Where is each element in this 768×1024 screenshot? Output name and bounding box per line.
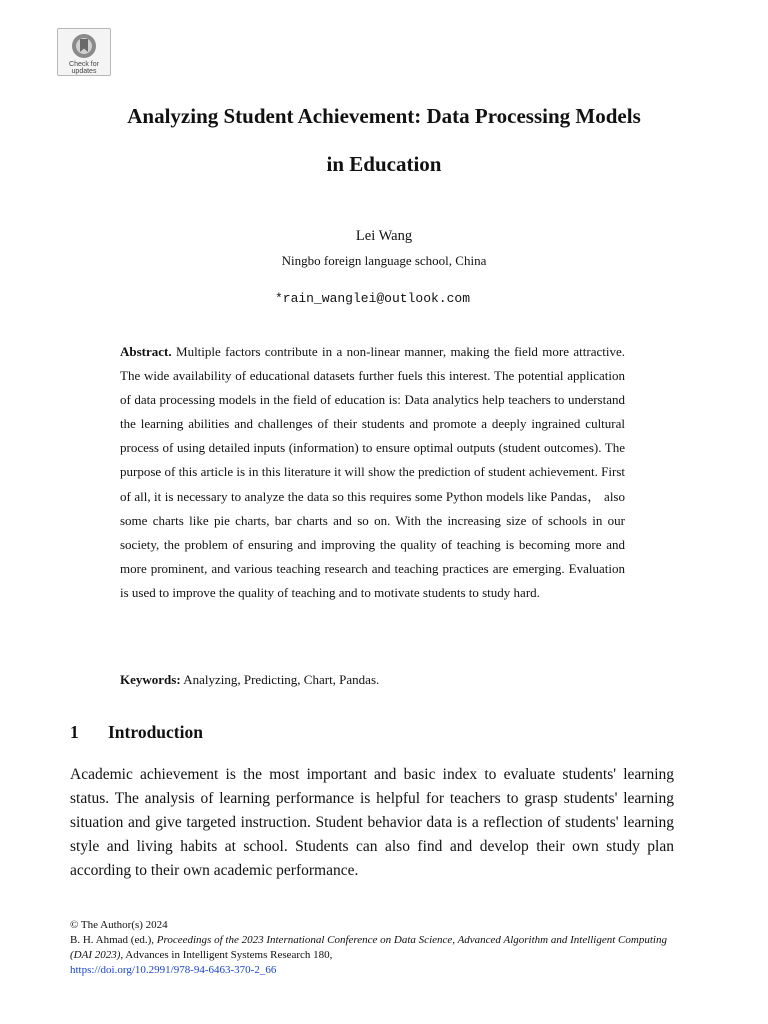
footer-citation-text — [70, 933, 690, 963]
abstract-label: Abstract. — [120, 344, 172, 359]
badge-text-line1: Check for — [69, 61, 99, 68]
footer-proceedings: Proceedings of the 2023 International Conference on Data Science, Advanced Algorithm and Intelligent Computing (DAI 2023) — [70, 934, 667, 961]
badge-text-line2: updates — [71, 68, 97, 75]
author-affiliation: Ningbo foreign language school, China — [281, 253, 487, 268]
paper-title-line2: in Education — [326, 152, 442, 176]
section-number: 1 — [70, 722, 79, 742]
keywords-line — [120, 668, 625, 692]
footer-citation — [70, 918, 690, 978]
section-heading-introduction — [70, 720, 203, 744]
keywords-text: Analyzing, Predicting, Chart, Pandas. — [183, 672, 380, 687]
paper-title-line1: Analyzing Student Achievement: Data Processing Models — [127, 104, 641, 128]
keywords-label: Keywords: — [120, 672, 181, 687]
check-for-updates-badge[interactable] — [57, 28, 111, 76]
footer-editor: B. H. Ahmad (ed.), — [70, 934, 155, 946]
author-name: Lei Wang — [355, 228, 413, 244]
abstract-text: Multiple factors contribute in a non-linear manner, making the field more attractive. The wide availability of educational datasets further fuels this interest. The potential application of data processing models in the field of education is: Data analytics help teachers to understand the learning abilities and challenges of their students and promote a deeply ingrained cultural process of using detailed inputs (information) to ensure optimal outputs (student outcomes). The purpose of this article is in this literature it will show the prediction of student achievement. First of all, it is necessary to analyze the data so this requires some Python models like Pandas， also some charts like pie charts, bar charts and so on. With the increasing size of schools in our society, the problem of ensuring and improving the quality of teaching is becoming more and more prominent, and various teaching research and teaching practices are emerging. Evaluation is used to improve the quality of teaching and to motivate students to study hard. — [120, 344, 625, 600]
footer-copyright: © The Author(s) 2024 — [70, 919, 168, 931]
introduction-paragraph: Academic achievement is the most important and basic index to evaluate students' learning status. The analysis of learning performance is helpful for teachers to grasp students' learning situation and give targeted instruction. Student behavior data is a reflection of students' learning style and living habits at school. Students can also find and develop their own study plan according to their own academic performance. — [70, 766, 674, 879]
section-title: Introduction — [108, 722, 203, 742]
footer-doi-link[interactable]: https://doi.org/10.2991/978-94-6463-370-2_66 — [70, 964, 277, 976]
author-email[interactable]: *rain_wanglei@outlook.com — [274, 291, 471, 306]
bookmark-ribbon-icon — [69, 33, 99, 61]
footer-series: , Advances in Intelligent Systems Research 180, — [120, 949, 333, 961]
abstract-paragraph — [120, 340, 625, 605]
